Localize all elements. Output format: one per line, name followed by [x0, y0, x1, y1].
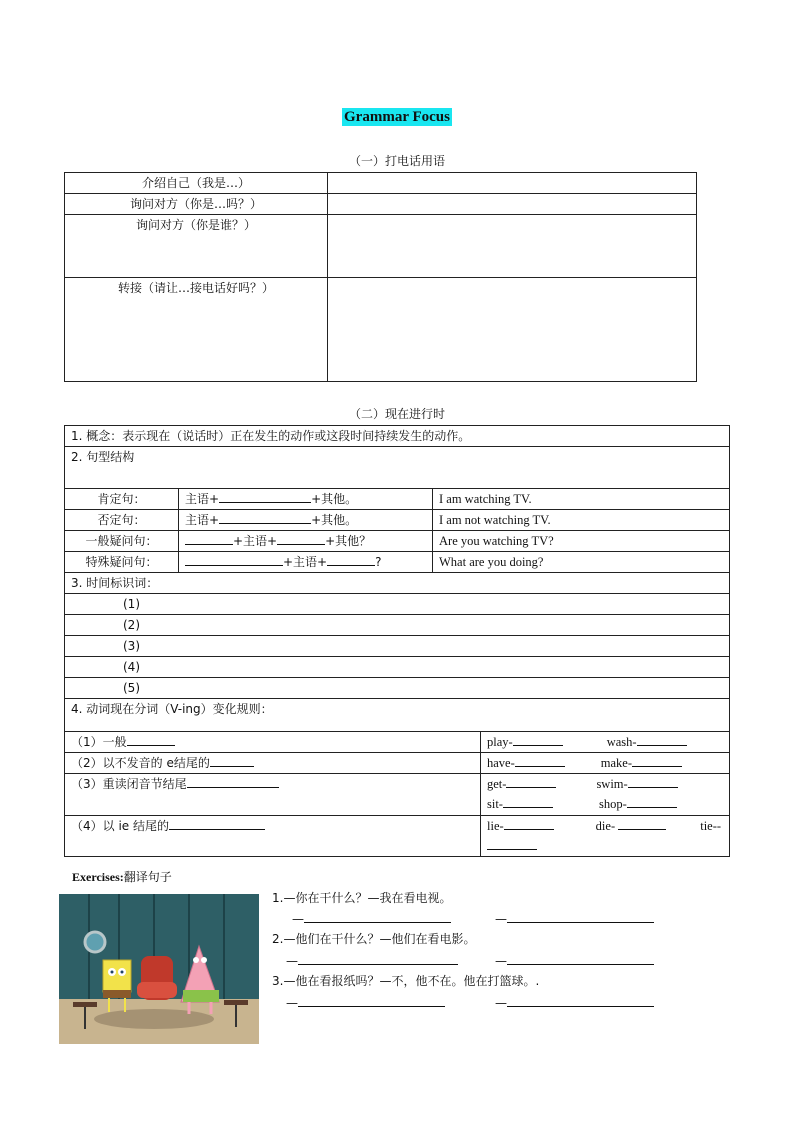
fill-blank[interactable]	[503, 794, 553, 808]
answer-line[interactable]: —	[286, 993, 445, 1010]
structure-example: What are you doing?	[433, 552, 730, 573]
ving-rule: （1）一般	[65, 732, 481, 753]
structure-type: 否定句：	[65, 510, 179, 531]
fill-blank[interactable]	[627, 794, 677, 808]
concept-text: 1. 概念：表示现在（说话时）正在发生的动作或这段时间持续发生的动作。	[65, 426, 730, 447]
ving-rule: （4）以 ie 结尾的	[65, 816, 481, 857]
section1-heading: （一）打电话用语	[348, 154, 445, 168]
fill-blank[interactable]	[487, 836, 537, 850]
structure-formula: +主语+ +其他？	[179, 531, 433, 552]
exercises-title: Exercises:翻译句子	[72, 870, 172, 884]
structure-formula: 主语+ +其他。	[179, 489, 433, 510]
answer-line[interactable]: —	[495, 909, 654, 926]
exercise-item: 2.—他们在干什么？—他们在看电影。	[272, 932, 476, 946]
answer-line[interactable]: —	[292, 909, 451, 926]
ving-examples: play- wash-	[481, 732, 730, 753]
fill-blank[interactable]	[169, 816, 265, 830]
time-marker-row[interactable]: (5)	[65, 678, 730, 699]
structure-formula: 主语+ +其他。	[179, 510, 433, 531]
phone-phrases-table	[64, 172, 697, 382]
fill-blank[interactable]	[618, 816, 666, 830]
exercise-item: 3.—他在看报纸吗？—不，他不在。他在打篮球。.	[272, 974, 540, 988]
ving-examples: have- make-	[481, 753, 730, 774]
time-marker-row[interactable]: (1)	[65, 594, 730, 615]
cartoon-illustration	[59, 894, 259, 1044]
fill-blank[interactable]	[327, 552, 375, 566]
phrase-label: 询问对方（你是谁？）	[65, 215, 328, 278]
structure-example: Are you watching TV?	[433, 531, 730, 552]
fill-blank[interactable]	[187, 774, 279, 788]
fill-blank[interactable]	[127, 732, 175, 746]
answer-line[interactable]: —	[495, 993, 654, 1010]
time-marker-row[interactable]: (2)	[65, 615, 730, 636]
fill-blank[interactable]	[632, 753, 682, 767]
ving-examples: lie- die- tie--	[481, 816, 730, 857]
fill-blank[interactable]	[506, 774, 556, 788]
fill-blank[interactable]	[504, 816, 554, 830]
structure-type: 一般疑问句：	[65, 531, 179, 552]
fill-blank[interactable]	[210, 753, 254, 767]
answer-line[interactable]: —	[495, 951, 654, 968]
ving-rules-label: 4. 动词现在分词（V-ing）变化规则：	[65, 699, 730, 732]
fill-blank[interactable]	[513, 732, 563, 746]
answer-cell[interactable]	[328, 215, 697, 278]
structure-example: I am not watching TV.	[433, 510, 730, 531]
fill-blank[interactable]	[277, 531, 325, 545]
time-marker-row[interactable]: (3)	[65, 636, 730, 657]
ving-rule: （2）以不发音的 e结尾的	[65, 753, 481, 774]
time-marker-row[interactable]: (4)	[65, 657, 730, 678]
phrase-label: 询问对方（你是…吗？）	[65, 194, 328, 215]
phrase-label: 介绍自己（我是…）	[65, 173, 328, 194]
answer-line[interactable]: —	[286, 951, 458, 968]
exercise-item: 1.—你在干什么？—我在看电视。	[272, 891, 452, 905]
structure-example: I am watching TV.	[433, 489, 730, 510]
answer-cell[interactable]	[328, 173, 697, 194]
fill-blank[interactable]	[628, 774, 678, 788]
fill-blank[interactable]	[185, 552, 283, 566]
structure-type: 肯定句：	[65, 489, 179, 510]
answer-cell[interactable]	[328, 278, 697, 382]
phrase-label: 转接（请让…接电话好吗？）	[65, 278, 328, 382]
fill-blank[interactable]	[219, 489, 311, 503]
fill-blank[interactable]	[515, 753, 565, 767]
structure-label: 2. 句型结构	[65, 447, 730, 489]
ving-rule: （3）重读闭音节结尾	[65, 774, 481, 816]
present-continuous-table	[64, 425, 730, 857]
structure-formula: +主语+ ?	[179, 552, 433, 573]
time-markers-label: 3. 时间标识词：	[65, 573, 730, 594]
structure-type: 特殊疑问句：	[65, 552, 179, 573]
fill-blank[interactable]	[219, 510, 311, 524]
ving-examples: get- swim- sit- shop-	[481, 774, 730, 816]
answer-cell[interactable]	[328, 194, 697, 215]
section2-heading: （二）现在进行时	[348, 407, 445, 421]
fill-blank[interactable]	[637, 732, 687, 746]
fill-blank[interactable]	[185, 531, 233, 545]
page-title: Grammar Focus	[344, 109, 450, 125]
